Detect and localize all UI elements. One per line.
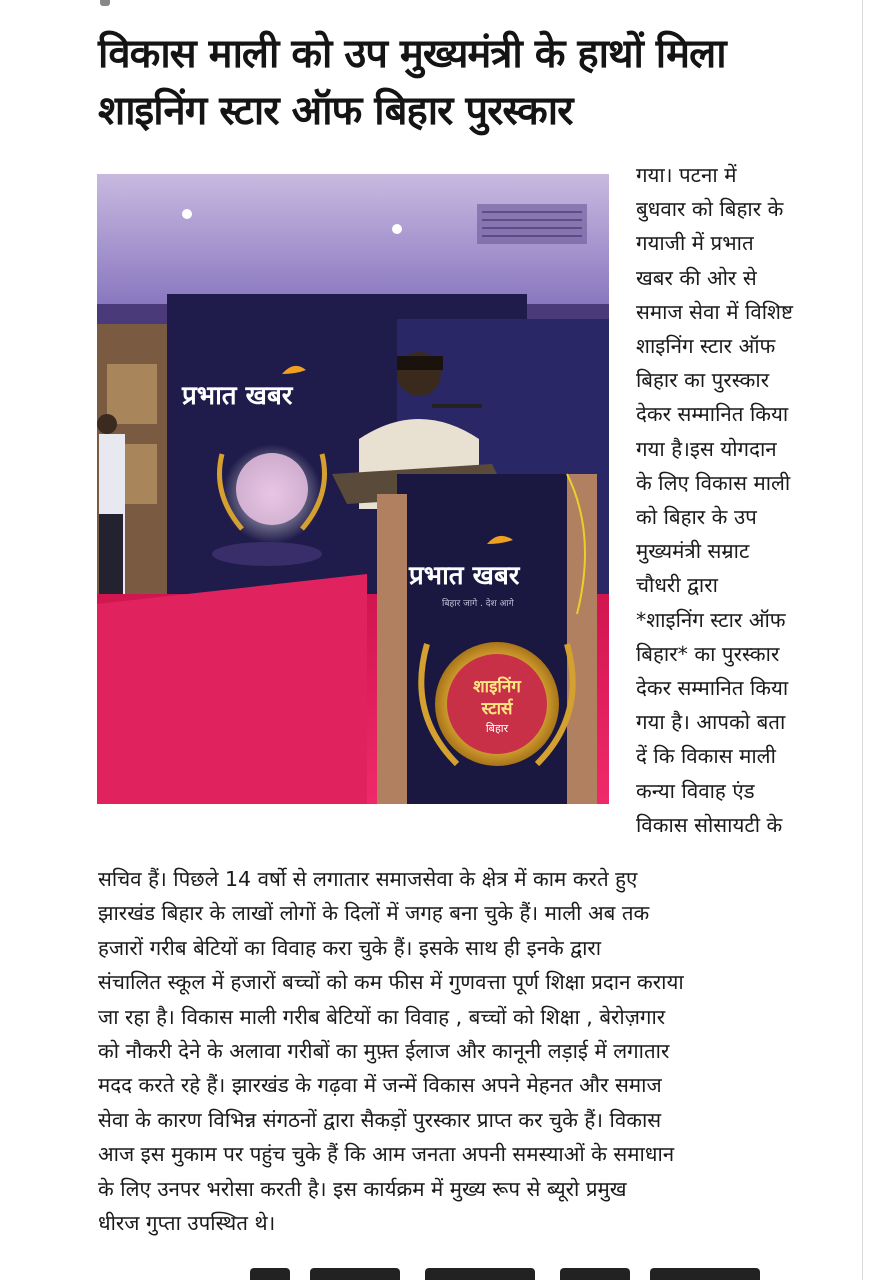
body-line: सेवा के कारण विभिन्न संगठनों द्वारा सैकड़ों पुरस्कार प्राप्त कर चुके हैं। विकास: [98, 1107, 662, 1132]
column-line: गया है। आपको बता: [636, 710, 786, 735]
event-photo: [97, 174, 609, 804]
headline-line-1: विकास माली को उप मुख्यमंत्री के हाथों मिला: [98, 31, 726, 77]
body-line: संचालित स्कूल में हजारों बच्चों को कम फीस में गुणवत्ता पूर्ण शिक्षा प्रदान कराया: [98, 970, 684, 995]
column-line: शाइनिंग स्टार ऑफ: [636, 334, 776, 359]
column-line: देकर सम्मानित किया: [636, 676, 789, 701]
column-line: समाज सेवा में विशिष्ट: [636, 299, 793, 324]
body-line: झारखंड बिहार के लाखों लोगों के दिलों में जगह बना चुके हैं। माली अब तक: [98, 901, 650, 926]
body-line: हजारों गरीब बेटियों का विवाह करा चुके हैं। इसके साथ ही इनके द्वारा: [98, 935, 602, 960]
body-line: के लिए उनपर भरोसा करती है। इस कार्यक्रम में मुख्य रूप से ब्यूरो प्रमुख: [98, 1176, 627, 1201]
column-rule: [862, 0, 863, 1280]
column-line: बुधवार को बिहार के: [636, 197, 784, 222]
corner-mark: [100, 0, 110, 6]
column-line: गया। पटना में: [636, 163, 737, 187]
badge-line-3: बिहार: [485, 722, 509, 735]
column-line: *शाइनिंग स्टार ऑफ: [636, 607, 786, 632]
column-line: दें कि विकास माली: [636, 744, 776, 769]
event-photo-illustration: [97, 174, 609, 804]
body-line: जा रहा है। विकास माली गरीब बेटियों का विवाह , बच्चों को शिक्षा , बेरोज़गार: [98, 1004, 666, 1029]
body-line: को नौकरी देने के अलावा गरीबों का मुफ़्त ईलाज और कानूनी लड़ाई में लगातार: [98, 1039, 670, 1064]
right-column-text: [636, 158, 858, 842]
column-line: गयाजी में प्रभात: [636, 231, 754, 256]
column-line: चौधरी द्वारा: [636, 573, 718, 598]
body-line: धीरज गुप्ता उपस्थित थे।: [98, 1211, 276, 1236]
column-line: गया है।इस योगदान: [636, 436, 777, 461]
column-line: के लिए विकास माली: [636, 470, 791, 495]
column-line: बिहार* का पुरस्कार: [636, 641, 780, 666]
column-line: विकास सोसायटी के: [636, 812, 783, 837]
headline: [98, 26, 858, 140]
column-line: खबर की ओर से: [636, 265, 757, 290]
body-line: सचिव हैं। पिछले 14 वर्षो से लगातार समाजसेवा के क्षेत्र में काम करते हुए: [98, 867, 638, 891]
headline-line-2: शाइनिंग स्टार ऑफ बिहार पुरस्कार: [98, 88, 573, 134]
column-line: देकर सम्मानित किया: [636, 402, 789, 427]
column-line: मुख्यमंत्री सम्राट: [636, 539, 750, 564]
column-line: बिहार का पुरस्कार: [636, 368, 770, 393]
badge-line-2: स्टार्स: [481, 699, 513, 719]
body-text: [98, 862, 858, 1240]
body-line: आज इस मुकाम पर पहुंच चुके हैं कि आम जनता अपनी समस्याओं के समाधान: [98, 1142, 675, 1167]
column-line: को बिहार के उप: [636, 505, 757, 530]
podium-tagline: बिहार जागे . देश आगे: [442, 599, 514, 609]
podium-logo: प्रभात खबर: [409, 561, 520, 591]
column-line: कन्या विवाह एंड: [636, 778, 755, 803]
backdrop-logo: प्रभात खबर: [182, 381, 293, 411]
badge-line-1: शाइनिंग: [473, 677, 521, 697]
body-line: मदद करते रहे हैं। झारखंड के गढ़वा में जन्में विकास अपने मेहनत और समाज: [98, 1073, 662, 1098]
next-article-headline-fragment: [230, 1262, 790, 1280]
